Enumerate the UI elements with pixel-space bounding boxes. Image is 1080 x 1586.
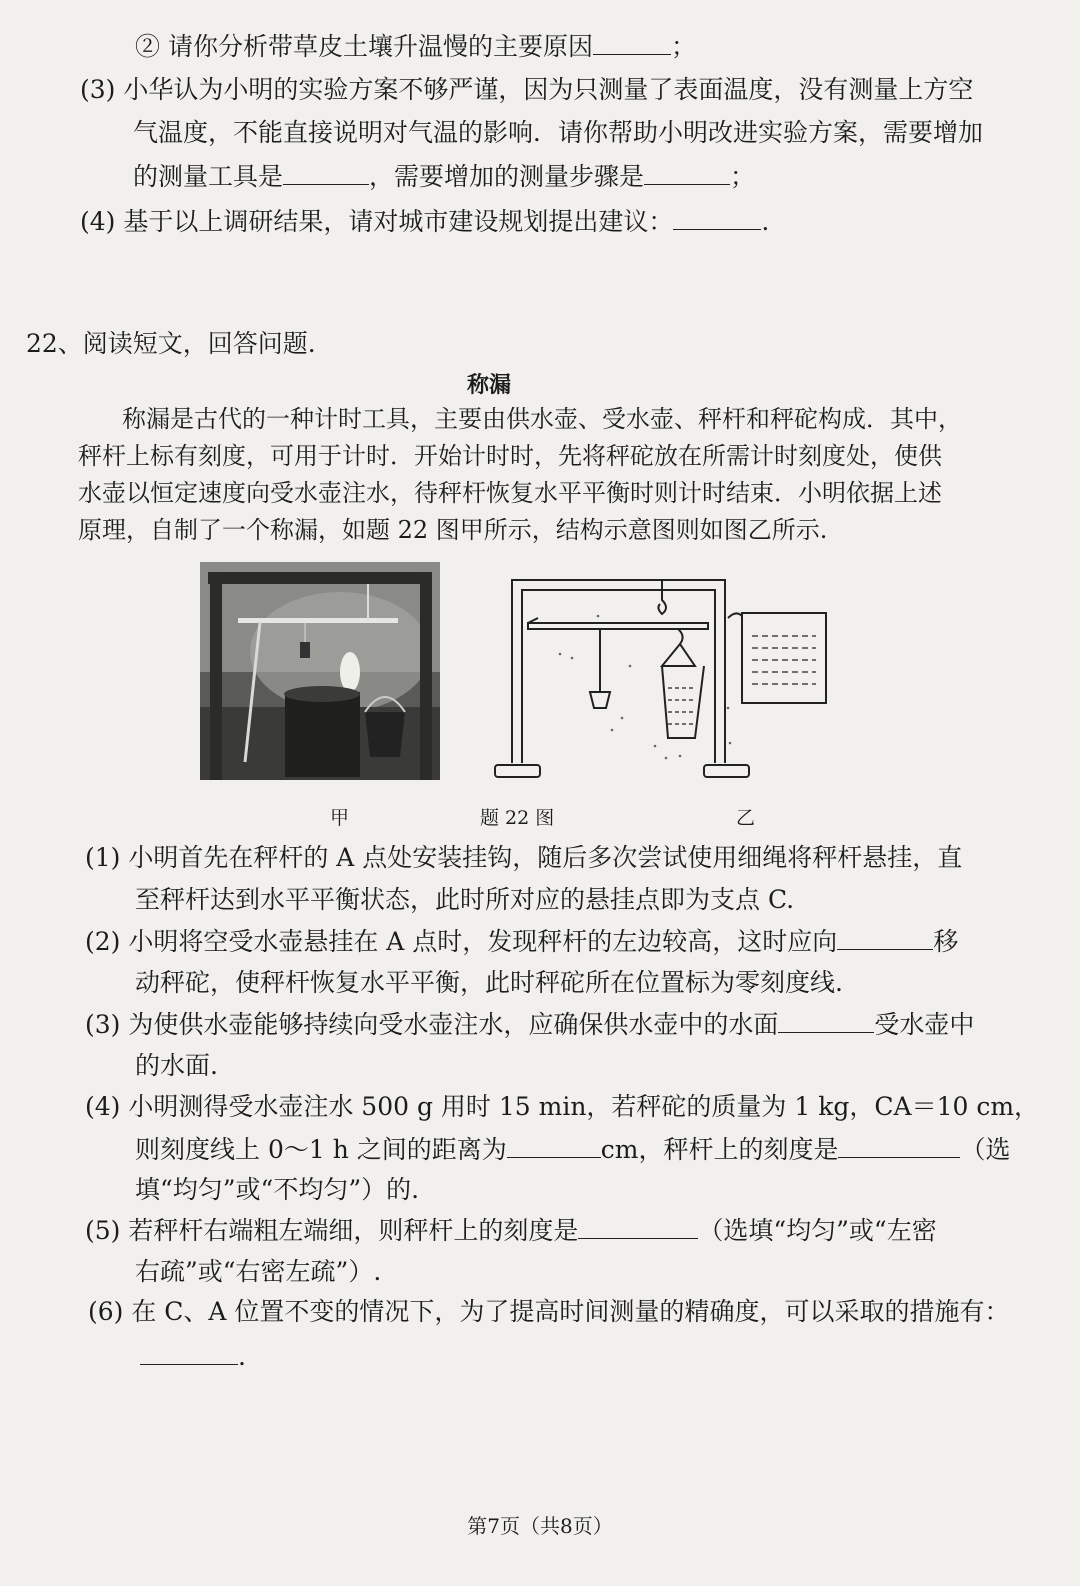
answer-blank[interactable]	[673, 205, 761, 230]
q22-sub5-line1	[85, 1214, 937, 1247]
q22-sub1-line1: (1) 小明首先在秤杆的 A 点处安装挂钩，随后多次尝试使用细绳将秤杆悬挂，直	[85, 843, 963, 872]
q22-sub5-line2: 右疏”或“右密左疏”）.	[135, 1257, 382, 1286]
figure-caption: 题 22 图	[480, 807, 555, 829]
q21-sub2-line	[135, 30, 696, 63]
structure-diagram	[490, 568, 840, 788]
text: (2) 小明将空受水壶悬挂在 A 点时，发现秤杆的左边较高，这时应向	[85, 927, 838, 956]
text: (5) 若秤杆右端粗左端细，则秤杆上的刻度是	[85, 1216, 579, 1245]
q22-sub4-line2	[135, 1133, 1011, 1166]
figure-label-yi: 乙	[736, 807, 756, 829]
passage-line-3: 水壶以恒定速度向受水壶注水，待秤杆恢复水平平衡时则计时结束．小明依据上述	[78, 479, 942, 507]
punct: .	[238, 1342, 246, 1371]
text: 受水壶中	[874, 1010, 975, 1039]
q22-sub3-line2: 的水面.	[135, 1051, 218, 1080]
q22-sub4-line1: (4) 小明测得受水壶注水 500 g 用时 15 min，若秤砣的质量为 1 kg，CA＝10 cm，	[85, 1092, 1040, 1121]
answer-blank[interactable]	[778, 1008, 874, 1033]
answer-blank[interactable]	[593, 30, 671, 55]
page-number: 第7页（共8页）	[467, 1514, 613, 1538]
text: ，需要增加的测量步骤是	[369, 162, 645, 191]
q22-sub6-line1: (6) 在 C、A 位置不变的情况下，为了提高时间测量的精确度，可以采取的措施有：	[88, 1297, 1010, 1326]
figure-label-jia: 甲	[330, 807, 350, 829]
q22-sub4-line3: 填“均匀”或“不均匀”）的.	[135, 1175, 420, 1204]
answer-blank[interactable]	[283, 160, 369, 185]
photo-illustration	[200, 562, 440, 780]
answer-blank[interactable]	[578, 1214, 698, 1239]
q22-sub2-line1	[85, 925, 958, 958]
q21-part3-line2: 气温度，不能直接说明对气温的影响．请你帮助小明改进实验方案，需要增加	[133, 118, 984, 147]
q21-part3-line1: (3) 小华认为小明的实验方案不够严谨，因为只测量了表面温度，没有测量上方空	[80, 75, 974, 104]
q21-sub2-text: ② 请你分析带草皮土壤升温慢的主要原因	[135, 32, 593, 61]
answer-blank[interactable]	[838, 1133, 960, 1158]
q21-part3-line3	[133, 160, 755, 193]
q22-sub1-line2: 至秤杆达到水平平衡状态，此时所对应的悬挂点即为支点 C.	[135, 885, 795, 914]
q22-heading: 22、阅读短文，回答问题.	[26, 329, 316, 358]
text: 则刻度线上 0～1 h 之间的距离为	[135, 1135, 507, 1164]
answer-blank[interactable]	[644, 160, 730, 185]
punct: ；	[670, 32, 696, 61]
answer-blank[interactable]	[140, 1340, 238, 1365]
q21-part4-line	[80, 205, 769, 238]
text: （选	[960, 1135, 1011, 1164]
text: (3) 为使供水壶能够持续向受水壶注水，应确保供水壶中的水面	[85, 1010, 779, 1039]
figure-photo	[200, 562, 440, 780]
text: 移	[933, 927, 959, 956]
answer-blank[interactable]	[837, 925, 933, 950]
q22-sub2-line2: 动秤砣，使秤杆恢复水平平衡，此时秤砣所在位置标为零刻度线.	[135, 968, 843, 997]
passage-line-4: 原理，自制了一个称漏，如题 22 图甲所示，结构示意图则如图乙所示.	[78, 516, 828, 544]
passage-line-2: 秤杆上标有刻度，可用于计时．开始计时时，先将秤砣放在所需计时刻度处，使供	[78, 442, 942, 470]
q22-sub6-line2	[140, 1340, 246, 1373]
q22-sub3-line1	[85, 1008, 974, 1041]
text: cm，秤杆上的刻度是	[600, 1135, 839, 1164]
passage-title: 称漏	[467, 372, 512, 398]
text: （选填“均匀”或“左密	[698, 1216, 937, 1245]
text: 的测量工具是	[133, 162, 284, 191]
passage-line-1: 称漏是古代的一种计时工具，主要由供水壶、受水壶、秤杆和秤砣构成．其中，	[122, 405, 962, 433]
text: (4) 基于以上调研结果，请对城市建设规划提出建议：	[80, 207, 674, 236]
answer-blank[interactable]	[507, 1133, 601, 1158]
punct: ；	[730, 162, 756, 191]
punct: .	[761, 207, 770, 236]
